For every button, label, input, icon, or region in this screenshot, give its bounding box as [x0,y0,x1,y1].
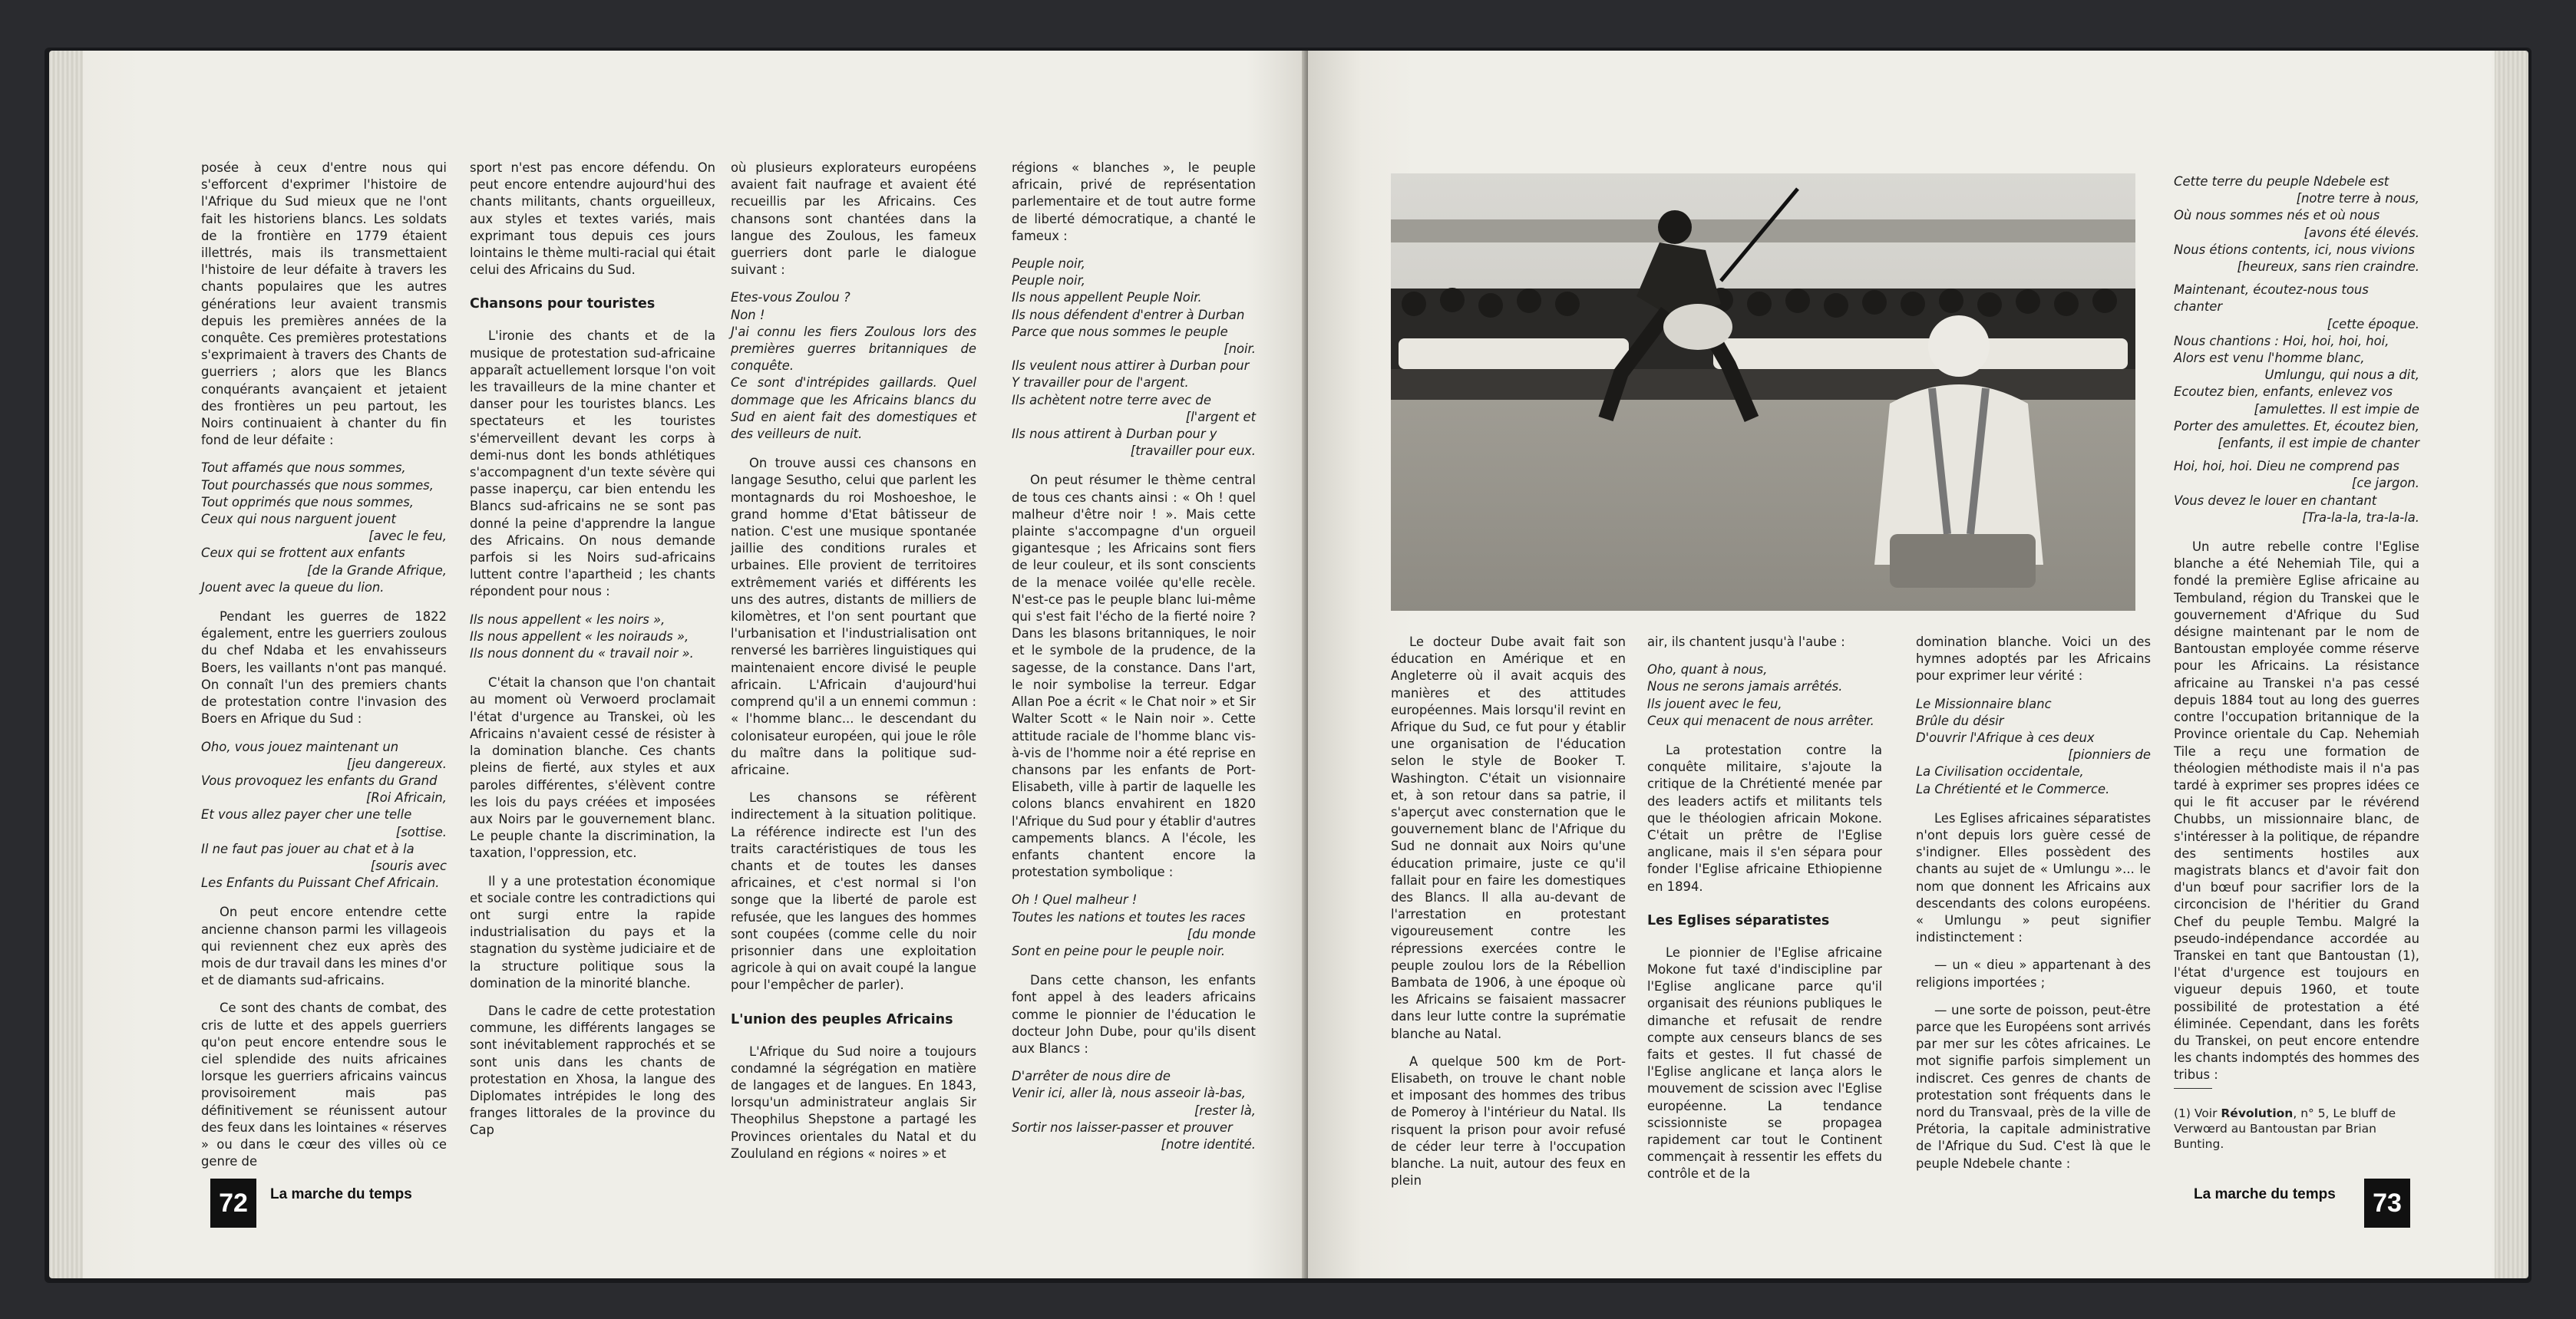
poem [470,612,715,663]
poem-line: Non ! [731,307,765,322]
paragraph: Les chansons se réfèrent indirectement à la situation politique. La référence indirecte est l'un des traits caractéristiques de tous les chants et de toutes les danses africaines, et c'est normal si l'on songe que la liberté de parole est refusée, que les langues des hommes sont coupées (comme celle du noir prisonnier dans une exploitation agricole à qui on avait coupé la langue pour l'empêcher de parler). [731,790,976,993]
poem-line: Vous provoquez les enfants du Grand [201,773,438,788]
photo-illustration [1391,173,2135,611]
poem-line: Vous devez le louer en chantant [2174,493,2377,508]
paragraph: A quelque 500 km de Port-Elisabeth, on trouve le chant noble et imposant des hommes des tribus de Pomeroy à l'intérieur du Natal. Ils risquent la prison pour avoir refusé de céder leur terre à l'occupation blanche. La nuit, autour des feux en plein [1391,1054,1626,1189]
poem-line: Ils nous appellent Peuple Noir. [1012,290,1202,305]
paragraph: où plusieurs explorateurs européens avaient fait naufrage et avaient été recueillis par les Africains. Ces chansons sont chantées dans la langue des Zoulous, les fameux guerriers dont parle le dialogue suivant : [731,160,976,278]
poem-line: Le Missionnaire blanc [1916,696,2052,711]
left-column-4 [1012,160,1256,1166]
paragraph: Les Eglises africaines séparatistes n'ont depuis lors guère cessé de s'indigner. Elles possèdent des chants au sujet de « Umlungu »... le nom que donnent les Africains aux descendants des colons européens. « Umlungu » peut signifier indistinctement : [1916,810,2151,945]
poem-line: [jeu dangereux. [346,756,447,771]
paragraph: régions « blanches », le peuple africain, privé de représentation parlementaire et de tout autre forme de liberté démocratique, a chanté le fameux : [1012,160,1256,243]
poem-line: [noir. [1224,341,1256,357]
section-heading: Les Eglises séparatistes [1647,912,1830,928]
poem-line: [travailler pour eux. [1130,444,1256,459]
poem [1012,1068,1256,1153]
poem-line: Tout pourchassés que nous sommes, [201,477,434,493]
poem-line: Tout affamés que nous sommes, [201,460,406,476]
poem [1012,256,1256,460]
paragraph: On peut encore entendre cette ancienne chanson parmi les villageois qui reviennent chez eux après des mois de dur travail dans les mines d'or et de diamants sud-africains. [201,905,447,988]
poem-line: [ce jargon. [2351,476,2419,491]
poem-line: J'ai connu les fiers Zoulous lors des premières guerres britanniques de conquête. [731,324,976,374]
poem-line: Y travailler pour de l'argent. [1012,375,1189,391]
poem-line: Sortir nos laisser-passer et prouver [1012,1120,1233,1135]
paragraph: Dans le cadre de cette protestation commune, les différents langages se sont inévitablement rapprochés et se sont unis dans les chants de protestation en Xhosa, la langue des Diplomates intrépides le long des franges littorales de la province du Cap [470,1003,715,1138]
paragraph: Il y a une protestation économique et sociale contre les contradictions qui ont surgi entre la rapide industrialisation du pays et la stagnation du système judiciaire et de la structure politique sous la domination de la minorité blanche. [470,873,715,991]
left-column-1 [201,160,447,1181]
poem-line: [souris avec [370,858,447,873]
poem-line: [enfants, il est impie de chanter [2218,436,2419,451]
poem-line: La Civilisation occidentale, [1916,764,2084,780]
poem-line: Nous chantions : Hoi, hoi, hoi, hoi, [2174,333,2389,348]
poem-line: Nous ne serons jamais arrêtés. [1647,679,1843,694]
page-edge-right [2495,51,2528,1278]
poem-line: Porter des amulettes. Et, écoutez bien, [2174,418,2419,434]
poem-line: [notre terre à nous, [2296,191,2419,206]
poem-line: [avec le feu, [368,529,447,544]
poem-line: [de la Grande Afrique, [307,562,447,578]
running-title: La marche du temps [2194,1186,2336,1202]
poem-line: [l'argent et [1185,409,1256,424]
right-column-4 [2174,173,2419,1095]
footnote-rule [2174,1088,2212,1089]
poem [731,289,976,443]
poem-line: Peuple noir, [1012,256,1086,272]
paragraph: domination blanche. Voici un des hymnes adoptés par les Africains pour exprimer leur vérité : [1916,635,2151,684]
poem-line: Ecoutez bien, enfants, enlevez vos [2174,384,2393,400]
paragraph: Le docteur Dube avait fait son éducation en Amérique et en Angleterre où il avait acquis des manières et des attitudes européennes. Mais lorsqu'il revint en Afrique du Sud, ce fut pour y établir une organisation de l'éducation selon le style de Booker T. Washington. C'était un visionnaire et, à son retour dans sa patrie, il s'aperçut avec consternation que le gouvernement blanc de l'Afrique du Sud ne donnait aux Noirs qu'une éducation primaire, juste ce qu'il fallait pour en faire les domestiques des Blancs. Il alla au-devant de l'arrestation en protestant vigoureusement contre les répressions exercées contre le peuple zoulou lors de la Rébellion Bambata de 1906, à une époque où les Africains se faisaient massacrer dans leur lutte contre la suprématie blanche au Natal. [1391,635,1626,1041]
right-column-2 [1647,634,1882,1194]
poem-line: Umlungu, qui nous a dit, [2264,368,2419,383]
footnote-prefix: (1) Voir [2174,1106,2221,1120]
page-number: 73 [2364,1179,2410,1228]
poem-line: La Chrétienté et le Commerce. [1916,781,2110,796]
poem-line: Peuple noir, [1012,273,1086,289]
running-title: La marche du temps [270,1186,412,1202]
paragraph: La protestation contre la conquête militaire, s'ajoute la critique de la Chrétienté menée par des leaders actifs et militants tels que le théologien africain Mokone. C'était un prêtre de l'Eglise anglicane, mais il s'en sépara pour fonder l'Eglise africaine Ethiopienne en 1894. [1647,743,1882,894]
poem-line: [notre identité. [1161,1136,1256,1152]
footnote-ref: Révolution [2221,1106,2294,1120]
poem-line: Cette terre du peuple Ndebele est [2174,174,2389,189]
poem-line: Alors est venu l'homme blanc, [2174,351,2365,366]
poem-line: [amulettes. Il est impie de [2254,401,2419,417]
poem-line: Ils jouent avec le feu, [1647,696,1782,711]
paragraph: posée à ceux d'entre nous qui s'efforcent d'exprimer l'histoire de l'Afrique du Sud mieux que ne l'ont fait les historiens blancs. Les soldats de la frontière en 1779 étaient illettrés, mais ils transmettaient l'histoire de leur défaite à travers les chants populaires que les autres générations leur avaient transmis depuis les premières années de la conquête. Ces premières protestations s'exprimaient à travers des Chants de guerriers ; alors que les Blancs conquérants avançaient et jetaient des frontières un peu partout, les Noirs continuaient à chanter du fin fond de leur défaite : [201,160,447,448]
poem [1012,892,1256,960]
poem-line: Toutes les nations et toutes les races [1012,909,1246,925]
poem-line: [cette époque. [2327,316,2419,331]
poem-line: [du monde [1187,926,1256,941]
poem-line: [pionniers de [2068,747,2151,763]
page-number: 72 [210,1179,256,1228]
right-column-3 [1916,634,2151,1183]
poem-line: Ce sont d'intrépides gaillards. Quel dommage que les Africains blancs du Sud en aient fait des domestiques et des veilleurs de nuit. [731,375,976,442]
poem [201,460,447,596]
paragraph: — une sorte de poisson, peut-être parce que les Européens sont arrivés par mer sur les côtes africaines. Le mot signifie parfois simplement un indiscret. Ces genres de chants de protestation sont fréquents dans le nord du Transvaal, près de la ville de Prétoria, la capitale administrative de l'Afrique du Sud. C'est là que le peuple Ndebele chante : [1916,1002,2151,1171]
poem-line: Et vous allez payer cher une telle [201,807,412,823]
section-heading: L'union des peuples Africains [731,1011,953,1027]
section-heading: Chansons pour touristes [470,296,656,312]
paragraph: Dans cette chanson, les enfants font appel à des leaders africains comme le pionnier de l'éducation le docteur John Dube, pour qu'ils disent aux Blancs : [1012,973,1256,1056]
poem-line: Brûle du désir [1916,713,2004,728]
paragraph: Pendant les guerres de 1822 également, entre les guerriers zoulous du chef Ndaba et les envahisseurs Boers, les vaillants n'ont pas manqué. On connaît l'un des premiers chants de protestation contre l'invasion des Boers en Afrique du Sud : [201,609,447,727]
poem-line: Ils achètent notre terre avec de [1012,392,1211,407]
poem-line: Il ne faut pas jouer au chat et à la [201,841,414,856]
poem-line: Jouent avec la queue du lion. [201,579,385,595]
poem-line: Parce que nous sommes le peuple [1012,324,1228,339]
poem-line: Ils nous défendent d'entrer à Durban [1012,307,1245,322]
poem-line: Ceux qui se frottent aux enfants [201,546,405,561]
poem-line: [sottise. [395,824,447,839]
paragraph: Ce sont des chants de combat, des cris de lutte et des appels guerriers qu'on peut encore entendre sous le ciel splendide des nuits africaines lorsque les guerriers africains vaincus provisoirement mais pas définitivement se réunissent autour des feux dans les lointaines « réserves » ou dans le cœur des villes où ce genre de [201,1001,447,1169]
poem-line: Oho, quant à nous, [1647,662,1768,678]
poem-line: Oh ! Quel malheur ! [1012,892,1138,908]
poem-line: Où nous sommes nés et où nous [2174,208,2380,223]
poem-line: Ils nous donnent du « travail noir ». [470,646,694,661]
poem-line: D'ouvrir l'Afrique à ces deux [1916,730,2095,746]
footnote [2174,1088,2419,1152]
page-edge-left [49,51,83,1278]
poem-line: Ils nous appellent « les noirs », [470,612,665,627]
poem-line: Etes-vous Zoulou ? [731,290,850,305]
dancer-photo-icon [1391,173,2135,611]
footnote-text: , n° 5, Le bluff de Verwœrd au Bantoustan par Brian Bunting. [2174,1106,2396,1151]
poem-line: [avons été élevés. [2304,225,2419,240]
poem-line: [Tra-la-la, tra-la-la. [2302,509,2419,525]
poem-line: Sont en peine pour le peuple noir. [1012,943,1226,958]
poem-line: Maintenant, écoutez-nous tous chanter [2174,282,2369,315]
poem-line: Oho, vous jouez maintenant un [201,739,399,754]
poem-line: Ils nous appellent « les noirauds », [470,628,689,644]
paragraph: sport n'est pas encore défendu. On peut encore entendre aujourd'hui des chants militants, chants orgueilleux, aux styles et textes variés, mais exprimant tous depuis ces jours lointains le thème multi-racial qui était celui des Africains du Sud. [470,160,715,278]
poem [2174,173,2419,526]
paragraph: air, ils chantent jusqu'à l'aube : [1647,635,1845,649]
poem-line: Ceux qui nous narguent jouent [201,512,396,527]
poem-line: Venir ici, aller là, nous asseoir là-bas, [1012,1086,1246,1101]
paragraph: Le pionnier de l'Eglise africaine Mokone fut taxé d'indiscipline par l'Eglise anglicane parce qu'il organisait des réunions publiques le dimanche et refusait de rendre compte aux censeurs blancs de ses faits et gestes. Il fut chassé de l'Eglise anglicane et lança alors le mouvement de scission avec l'Eglise européenne. La tendance scissionniste se propagea rapidement car tout le Continent commençait à ressentir les effets du contrôle et de la [1647,945,1882,1182]
poem-line: Tout opprimés que nous sommes, [201,494,414,509]
poem-line: [heureux, sans rien craindre. [2237,259,2419,275]
paragraph: On trouve aussi ces chansons en langage Sesutho, celui que parlent les montagnards du roi Moshoeshoe, le grand homme d'Etat bâtisseur de nation. C'est une musique spontanée jaillie des conditions rurales et urbaines. Elle provient de territoires extrêmement variés et différents les uns des autres, distants de milliers de kilomètres, et l'on sent pourtant que l'urbanisation et l'industrialisation ont renversé les barrières linguistiques qui maintenaient encore divisé le peuple africain. L'Africain d'aujourd'hui comprend qu'il a un ennemi commun : « l'homme blanc... le descendant du colonisateur européen, qui joue le rôle du maître dans la politique sud-africaine. [731,456,976,777]
poem [201,739,447,892]
paragraph: — un « dieu » appartenant à des religions importées ; [1916,958,2151,990]
poem [1647,661,1882,730]
paragraph: L'Afrique du Sud noire a toujours condamné la ségrégation en matière de langages et de langues. En 1843, lorsqu'un administrateur anglais Sir Theophilus Shepstone a partagé les Provinces orientales du Natal et du Zoululand en régions « noires » et [731,1044,976,1161]
paragraph: L'ironie des chants et de la musique de protestation sud-africaine apparaît actuellement lorsque l'on voit les travailleurs de la mine chanter et danser pour les touristes blancs. Les spectateurs et les touristes s'émerveillent devant les corps à demi-nus dont les bonds athlétiques s'accompagnent d'un texte sévère qui passe inaperçu, car bien entendu les Blancs sud-africains ne se sont pas donné la peine d'apprendre la langue des Africains. On nous demande parfois si les Noirs sud-africains luttent contre l'apartheid ; les chants répondent pour nous : [470,328,715,599]
poem-line: Ils veulent nous attirer à Durban pour [1012,358,1250,374]
paragraph: C'était la chanson que l'on chantait au moment où Verwoerd proclamait l'état d'urgence au Transkei, où les Africains n'avaient cessé de résister à la domination blanche. Ces chants pleins de fierté, aux styles et aux paroles différentes, s'élèvent contre les lois du pays créées et imposées aux Noirs par le gouvernement blanc. Le peuple chante la discrimination, la taxation, l'oppression, etc. [470,675,715,861]
poem [1916,696,2151,798]
paragraph: Un autre rebelle contre l'Eglise blanche a été Nehemiah Tile, qui a fondé la première Eglise africaine au Tembuland, région du Transkei que le gouvernement d'Afrique du Sud désigne maintenant par le nom de Bantoustan employée comme réserve pour les Africains. La résistance africaine au Transkei n'a pas cessé depuis 1884 tout au long des guerres contre l'occupation britannique de la Province orientale du Cap. Nehemiah Tile a reçu une formation de théologien méthodiste mais il n'a pas tardé à exprimer ses propres idées ce qui le fit accuser par le révérend Chubbs, un missionnaire blanc, de s'intéresser à la politique, de répandre des sentiments hostiles aux magistrats blancs et d'avoir fait don d'un bœuf pour sacrifier lors de la circoncision de l'héritier du Grand Chef du peuple Tembu. Malgré la pseudo-indépendance accordée au Transkei en tant que Bantoustan (1), l'état d'urgence est toujours en vigueur depuis 1960, et toute possibilité de protestation a été éliminée. Cependant, dans les forêts du Transkei, on peut encore entendre les chants indomptés des hommes des tribus : [2174,539,2419,1083]
poem-line: Nous étions contents, ici, nous vivions [2174,242,2415,257]
poem-line: [rester là, [1194,1103,1256,1118]
poem-line: Ceux qui menacent de nous arrêter. [1647,713,1874,728]
poem-line: Hoi, hoi, hoi. Dieu ne comprend pas [2174,459,2399,474]
left-column-3 [731,160,976,1173]
right-column-1 [1391,634,1626,1201]
poem-line: D'arrêter de nous dire de [1012,1069,1171,1084]
poem-line: Ils nous attirent à Durban pour y [1012,427,1217,442]
poem-line: Les Enfants du Puissant Chef Africain. [201,875,440,891]
left-column-2 [470,160,715,1150]
poem-line: [Roi Africain, [365,790,447,806]
paragraph: On peut résumer le thème central de tous ces chants ainsi : « Oh ! quel malheur d'être noir ! ». Mais cette plainte s'accompagne d'un orgueil gigantesque ; les Africains sont fiers de leur couleur, et ils sont conscients de la menace voilée qu'elle recèle. N'est-ce pas le peuple blanc lui-même qui s'est fait l'écho de la fierté noire ? Dans les blasons britanniques, le noir et le symbole de la prudence, de la sagesse, de la constance. Dans l'art, le noir symbolise la terreur. Edgar Allan Poe a écrit « le Chat noir » et Sir Walter Scott « le Nain noir ». Cette attitude raciale de l'homme blanc vis-à-vis de l'homme noir a été reprise en chansons par les enfants de Port-Elisabeth, ville à partir de laquelle les colons blancs envahirent en 1820 l'Afrique du Sud pour y établir d'autres campements blancs. A l'école, les enfants chantent encore la protestation symbolique : [1012,473,1256,880]
